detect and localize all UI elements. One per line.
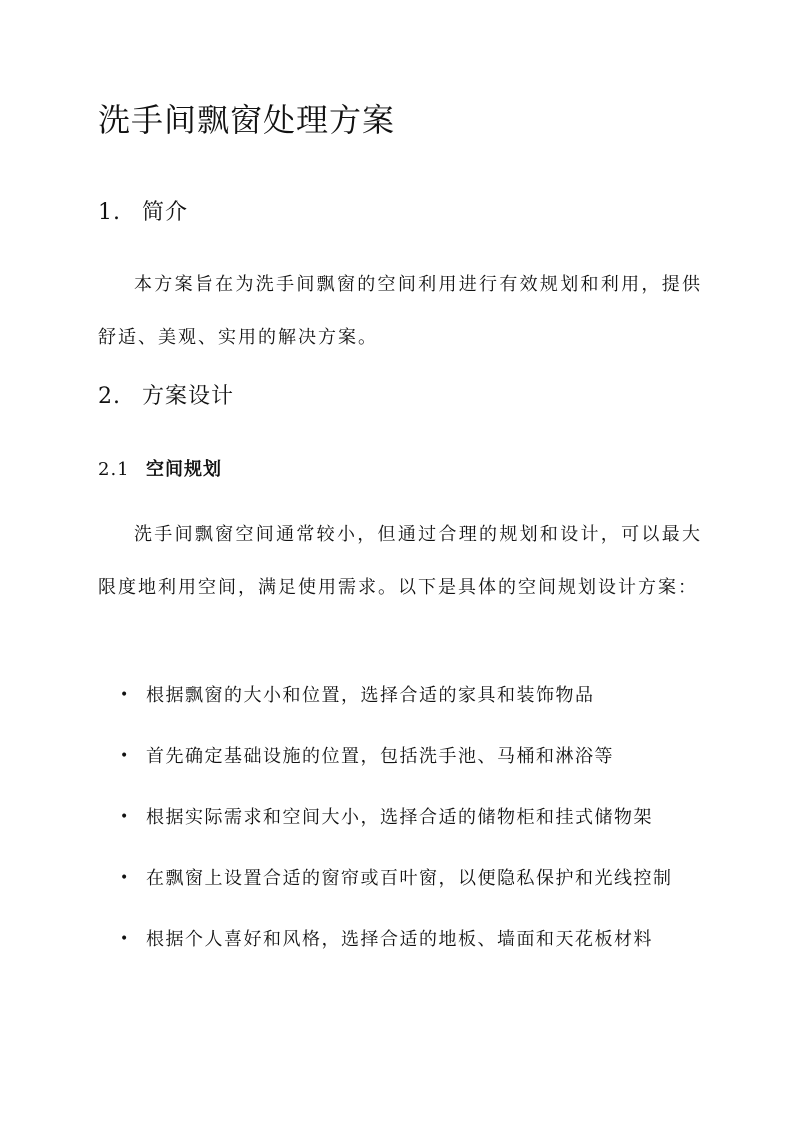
subsection-heading-space-planning [98, 455, 222, 485]
list-item [98, 669, 702, 722]
section-number: 1. [98, 200, 121, 225]
list-item-text: 在飘窗上设置合适的窗帘或百叶窗，以便隐私保护和光线控制 [146, 868, 673, 889]
section-heading-design [98, 380, 234, 414]
bullet-icon: • [120, 931, 130, 947]
list-item [98, 730, 702, 783]
list-item [98, 791, 702, 844]
section-heading-intro [98, 196, 188, 230]
list-item-text: 根据飘窗的大小和位置，选择合适的家具和装饰物品 [146, 685, 595, 706]
section-title: 简介 [142, 200, 189, 225]
list-item [98, 852, 702, 905]
list-item-text: 根据实际需求和空间大小，选择合适的储物柜和挂式储物架 [146, 807, 653, 828]
bullet-icon: • [120, 870, 130, 886]
subsection-title: 空间规划 [146, 459, 222, 480]
subsection-number: 2.1 [98, 459, 130, 480]
bullet-icon: • [120, 687, 130, 703]
list-item-text: 根据个人喜好和风格，选择合适的地板、墙面和天花板材料 [146, 929, 653, 950]
bullet-icon: • [120, 809, 130, 825]
section-number: 2. [98, 384, 121, 409]
list-item-text: 首先确定基础设施的位置，包括洗手池、马桶和淋浴等 [146, 746, 614, 767]
intro-paragraph: 本方案旨在为洗手间飘窗的空间利用进行有效规划和利用，提供舒适、美观、实用的解决方案。 [98, 274, 702, 348]
space-planning-bullet-list [98, 669, 702, 974]
list-item [98, 913, 702, 966]
bullet-icon: • [120, 748, 130, 764]
space-planning-paragraph: 洗手间飘窗空间通常较小，但通过合理的规划和设计，可以最大限度地利用空间，满足使用需求。以下是具体的空间规划设计方案： [98, 524, 702, 598]
document-title: 洗手间飘窗处理方案 [98, 101, 396, 139]
section-title: 方案设计 [142, 384, 235, 409]
